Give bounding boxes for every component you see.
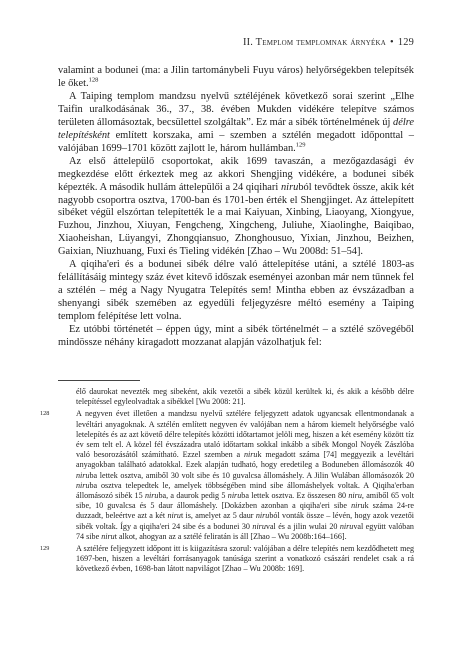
paragraph: A qiqiha'eri és a bodunei sibék délre való áttelepítése utáni, a sztélé 1803-as felállításáig mintegy száz évet kitevő időszak eseményei azonban már nem tűnnek fel a sztélén – még a Nagy Nyugatra Telepítés sem! Mintha ebben az évszázadban a shenyangi sibék szemében az egyedüli feljegyzésre méltó esemény a Taiping templom felépítése lett volna. bbox=[58, 259, 414, 323]
footnote-number: 128 bbox=[40, 410, 50, 418]
footnote-text: ba lettek osztva, amiből 30 volt sibe és 10 guvalcsa állomáshely. A Jilin Wulában állomásozók 20 bbox=[89, 470, 414, 480]
paragraph-text: Az első áttelepülő csoportokat, akik 1699 tavaszán, a mezőgazdasági év megkezdése előtt érkeztek meg az akkori Shengjing vidékére, a bodunei sibék képezték. A második hullám áttelepülői a 24 qiqihari bbox=[58, 155, 414, 193]
footnote-128 bbox=[40, 409, 414, 542]
italic-term: niru bbox=[76, 480, 90, 490]
footnote-text: val együtt valóban 74 sibe bbox=[76, 521, 414, 541]
footnote-text: , amiből 65 volt sibe, 10 guvalcsa és 5 daur állomáshely. [Dokázben azonban a qiqiha'eri sibe bbox=[76, 491, 414, 511]
paragraph-text: említett korszaka, ami – szemben a sztélén megadott időponttal – valójában 1699–1701 között zajlott le, három hullámban. bbox=[58, 129, 414, 154]
footnote-text: t alkot, ahogyan az a sztélé feliratán is áll [Zhao – Wu 2008b:164–166]. bbox=[114, 531, 347, 541]
footnote-text: A negyven évet illetően a mandzsu nyelvű sztélére feljegyzett adatok ugyancsak ellentmondanak a levéltári anyagoknak. A sztélén említett negyven év valójában nem a három kiemelt helyőrségbe való letelepítés és az azt követő délre telepítés közötti időtartamot jelöli meg, hiszen a két esemény között tíz év sem telt el. A közel fél évszázadra utaló időtartam sokkal inkább a sibék Mongol Noyék Zászlóba való besorozásától számítható. Ezzel szemben a bbox=[76, 409, 414, 460]
footnote-text: A sztélére feljegyzett időpont itt is kiigazításra szorul: valójában a délre telepítés nem kezdődhetett meg 1697-ben, hiszen a levéltári forrásanyagok tanúsága szerint a vonatkozó császári rendelet csak a rá következő évben, 1698-ban látott napvilágot [Zhao – Wu 2008b: 169]. bbox=[76, 544, 414, 574]
paragraph bbox=[58, 156, 414, 260]
footnote-text: ba osztva telepedtek le, amelyek többségében mind sibe állomáshelyek voltak. A Qiqiha'erban állomásozó sibék 15 bbox=[76, 480, 414, 501]
paragraph bbox=[58, 65, 414, 91]
main-text bbox=[58, 65, 414, 350]
paragraph-text: ból tevődtek össze, akik két nagyobb csoportra osztva, 1700-ban és 1701-ben érték el Shengjinget. Az áttelepített sibéket végül elszórtan telepítették le a mai Kaiyuan, Xinbing, Liaoyang, Xiongyue, Fuzhou, Jinzhou, Xiuyan, Fengcheng, Xingcheng, Juliuhe, Xiaolinghe, Baiqibao, Xiaoheishan, Lüyangyi, Zhongqiansuo, Zhonghousuo, Yixian, Jinzhou, Beizhen, Gaixian, Niuzhuang, Fuxi és Tieling vidékén [Zhao – Wu 2008d: 51–54]. bbox=[58, 181, 414, 258]
italic-term: niru bbox=[255, 511, 270, 521]
footnote-text: val és a jilin wulai 20 bbox=[265, 521, 338, 531]
paragraph bbox=[58, 91, 414, 156]
italic-term: niru bbox=[339, 521, 354, 531]
paragraph: Ez utóbbi történetét – éppen úgy, mint a sibék történelmét – a sztélé szövegéből mindössze néhány kiragadott mozzanat alapján vázolhatjuk fel: bbox=[58, 324, 414, 349]
page-number: 129 bbox=[397, 37, 414, 48]
footnote-number: 129 bbox=[40, 545, 50, 553]
footnote-text: k megadott száma [74] meggyezik a levéltári anyagokban található adatokkal. Ezek alapján tudható, hogy eredetileg a Boduneben állomásozók 40 bbox=[76, 450, 414, 470]
italic-term: niru bbox=[144, 491, 159, 501]
footnote-text: t is, amelyet az 5 daur bbox=[180, 511, 254, 521]
footnote-text: k száma 24-re duzzadt, beleértve azt a két bbox=[76, 501, 414, 521]
paragraph-text: valamint a bodunei (ma: a Jilin tartománybeli Fuyu város) helyőrségekben telepítsék le őket. bbox=[58, 65, 414, 89]
footnote-continuation: élő daurokat nevezték meg sibeként, akik vezetői a sibék közül kerültek ki, és akik a később délre telepítéssel egyleolvadtak a sibékkel [Wu 2008: 21]. bbox=[76, 387, 414, 407]
footnote-129 bbox=[40, 544, 414, 575]
italic-term: niru bbox=[280, 181, 299, 193]
italic-term: niru bbox=[348, 491, 362, 501]
footnote-ref-128: 128 bbox=[88, 76, 99, 84]
footnotes bbox=[40, 387, 414, 575]
italic-term: niru bbox=[252, 521, 266, 531]
italic-term: niru bbox=[167, 511, 181, 521]
italic-term: niru bbox=[76, 470, 90, 480]
header-separator: • bbox=[389, 37, 394, 48]
footnote-rule bbox=[58, 380, 140, 381]
paragraph-text: A Taiping templom mandzsu nyelvű sztéléjének következő sorai szerint „Elhe Taifin uralkodásának 36., 37., 38. évében Mukden vidékére telepítve számos területen állomásoztak, becsülettel szolgáltak”. Ez már a sibék történelmének új bbox=[58, 90, 414, 128]
italic-term: niru bbox=[227, 491, 242, 501]
italic-term: délre telepítésként bbox=[58, 116, 414, 141]
italic-term: niru bbox=[243, 450, 258, 460]
footnote-text: ba, a daurok pedig 5 bbox=[158, 491, 226, 501]
running-head bbox=[243, 37, 414, 48]
chapter-title: II. Templom templomnak árnyéka bbox=[242, 37, 386, 48]
italic-term: niru bbox=[351, 501, 365, 511]
italic-term: niru bbox=[101, 531, 115, 541]
footnote-text: ból vonták össze – lévén, hogy azok vezetői sibék voltak. Így a qiqiha'eri 24 sibe és a bodunei 30 bbox=[76, 511, 414, 531]
footnote-text: ba lettek osztva. Ez összesen 80 bbox=[241, 491, 347, 501]
footnote-ref-129: 129 bbox=[295, 141, 306, 149]
